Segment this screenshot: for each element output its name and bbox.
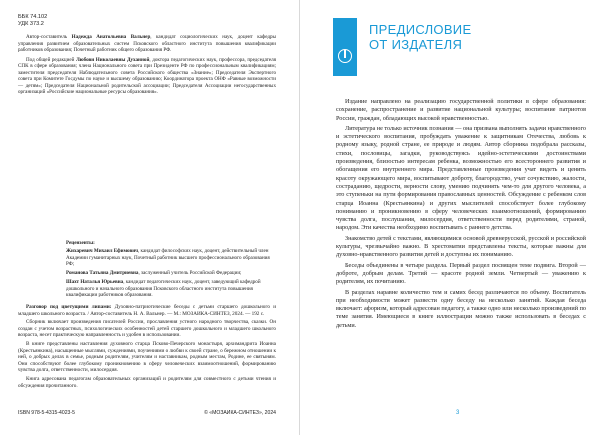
- preface-paragraph: Литература не только источник познания — она призвана выполнять задачи нравственного и эстетического воспитания, пробуждать уважение к защитникам Отечества, любовь к родному языку, родной стране, ее природе и людям. Автор сборника подобрала рассказы, стихи, пословицы, загадки, руководствуясь идейно-эстетическими достоинствами произведения, близостью интересам ребенка, возможностью его всестороннего развития и обогащения его внутреннего мира. Представленные произведения учат видеть и ценить красоту окружающего мира, воспитывают доброту, благородство, учат сочувствию, жалости, состраданию, щедрости, верности слову, умению подчинять чем-то для другого человека, а это ступеньки на пути формирования православных ценностей. Обсуждение с ребенком слов старца Иоанна (Крестьянкина) и других мыслителей способствует более глубокому пониманию и проникновению в сферу человеческих взаимоотношений, формированию чувства долга, послушания, милосердия, ответственности перед родителями, страной, народом. Эти качества необходимо воспитывать с раннего детства.: [336, 124, 586, 232]
- imprint-footer: [18, 410, 276, 416]
- bibliographic-entry: Разговор под цветущими липами: Духовно-патриотические беседы с детьми старшего дошкольного и младшего школьного возраста. / Автор-составитель Н. А. Вальнер. — М.: МОЗАИКА-СИНТЕЗ, 2024. — 192 с.: [18, 304, 276, 317]
- power-icon-bar: [344, 50, 346, 58]
- author-editor: Под общей редакцией Любови Николаевны Духанной, доктора педагогических наук, профессора, председателя СПК в сфере образования; члена Национального совета при Президенте РФ по профессиональным квалификациям; заместителя председателя Наблюдательного совета Российского общества «Знание»; Председателя Экспертного совета при Комитете Госдумы по науке и высшему образованию; Координатора проекта ОНФ «Равные возможности — детям»; Председателя Национальной родительской ассоциации; Председателя Ассоциации негосударственных организаций «Российские национальные ресурсы образования».: [18, 56, 277, 95]
- preface-paragraph: Издание направлено на реализацию государственной политики в сфере образования: сохранение, распространение и развитие национальной культуры; воспитание патриотов России, граждан, обладающих высокой нравственностью.: [336, 98, 586, 122]
- reviewers-block: [66, 240, 276, 301]
- annotation-paragraph: В книге представлены наставления духовного старца Псково-Печерского монастыря, архимандрита Иоанна (Крестьянкина), насыщенные мыслями, суждениями, поучениями о любви к своей стране, о бережном отношении к ней, о добрых делах в семье, родным родителям, учителям и наставникам, родным местам, Родине, ее святыням. Они способствуют более глубокому проникновению в сферу человеческих взаимоотношений, формированию чувства долга, ответственности, милосердия.: [18, 340, 276, 374]
- reviewer-item: Шахт Наталья Юрьевна, кандидат педагогических наук, доцент, заведующий кафедрой дошкольного и начального образования Псковского областного института повышения квалификации работников образования.: [66, 279, 261, 299]
- section-title: [369, 22, 471, 52]
- bbk-code: ББК 74.102: [18, 14, 48, 20]
- preface-paragraph: Знакомство детей с текстами, являющимися основой древнерусской, русской и российской культуры, чрезвычайно важно. В хрестоматии представлены тексты, которые важны для духовно-нравственного развития детей и доступны их пониманию.: [336, 234, 586, 259]
- preface-paragraph: В разделах наравне количество тем и самих бесед различаются по объему. Воспитатель при необходимости может развести одну беседу на несколько занятий. Каждая беседа включает: афоризм, который адресован педагогу, а также одно или несколько произведений по теме занятия. Имеющиеся в книге иллюстрации можно также использовать в беседах с детьми.: [336, 288, 586, 329]
- title-line-2: ОТ ИЗДАТЕЛЯ: [369, 37, 463, 52]
- page-number: 3: [456, 410, 460, 416]
- annotation-paragraph: Сборник включает произведения писателей России, прославления устного народного творчества, сказки. Он создан с учетом возрастных, психологических особенностей детей старшего дошкольного и младшего школьного возраста, несет практическую направленность и удобен в использовании.: [18, 319, 276, 339]
- reviewer-item: Романова Татьяна Дмитриевна, заслуженный учитель Российской Федерации;: [66, 270, 242, 277]
- author-compiler: Автор-составитель Надежда Анатольевна Вальнер, кандидат социологических наук, доцент кафедры управления развитием образовательных систем Псковского областного института повышения квалификации работников образования; Почетный работник общего образования РФ.: [18, 34, 276, 53]
- reviewer-item: Жихаревич Михаил Ефимович, кандидат философских наук, доцент, действительный член Академии гуманитарных наук, Почетный работник высшего профессионального образования РФ;: [66, 248, 270, 267]
- udk-code: УДК 373.2: [18, 21, 44, 27]
- publisher-logo: [333, 18, 357, 76]
- reviewers-heading: Рецензенты:: [66, 240, 95, 246]
- annotation-paragraph: Книга адресована педагогам образовательных организаций и родителям для совместного с детьми чтения и обсуждения прочитанного.: [18, 375, 276, 389]
- classification-codes: [18, 14, 47, 28]
- isbn: ISBN 978-5-4315-4023-5: [18, 410, 75, 416]
- preface-body: [336, 98, 586, 332]
- preface-paragraph: Беседы объединены в четыре раздела. Первый раздел посвящен теме подвига. Второй — доброте, добрым делам. Третий — красоте родной земли. Четвертый — уважению к родителям, их почитанию.: [336, 261, 586, 286]
- annotation-block: [18, 304, 276, 391]
- author-block: [18, 34, 276, 99]
- title-line-1: ПРЕДИСЛОВИЕ: [369, 22, 472, 37]
- copyright: © «МОЗАИКА-СИНТЕЗ», 2024: [204, 410, 276, 416]
